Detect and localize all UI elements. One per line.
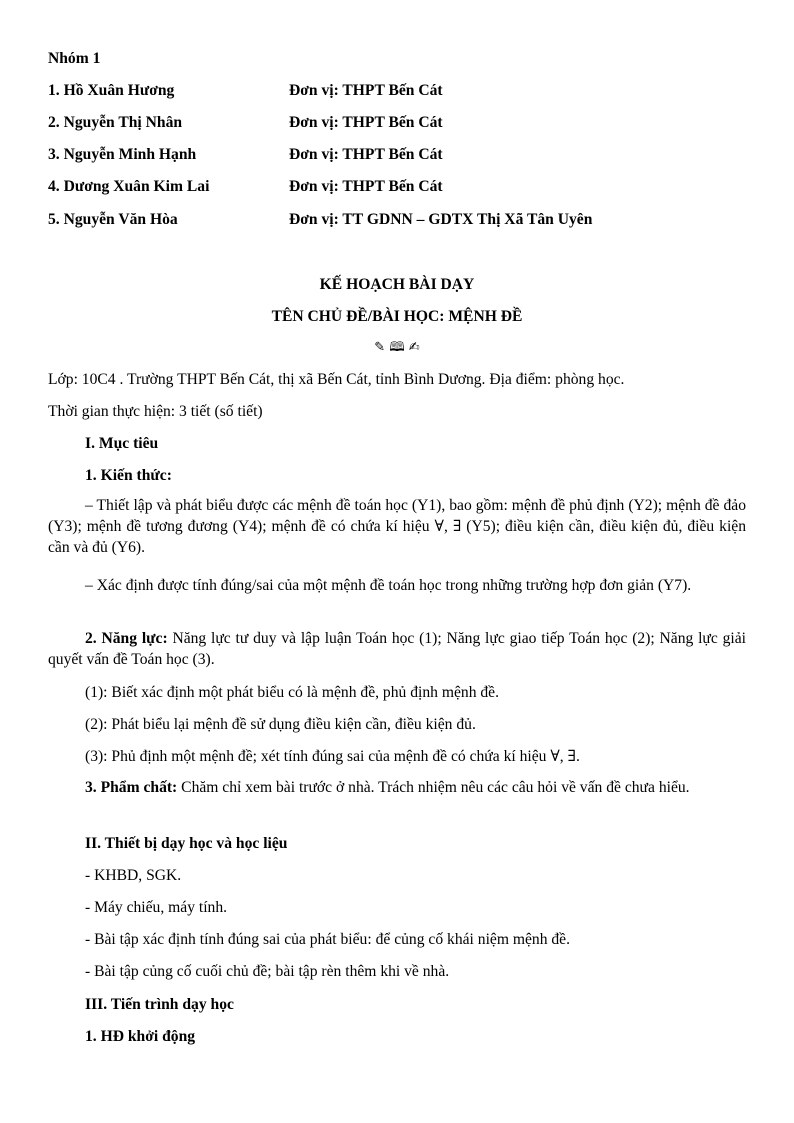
subsection-heading: 2. Năng lực: xyxy=(85,630,168,647)
section-heading: I. Mục tiêu xyxy=(85,435,159,452)
subsection-heading: 1. Kiến thức: xyxy=(85,467,172,484)
competence-item: (3): Phủ định một mệnh đề; xét tính đúng sai của mệnh đề có chứa kí hiệu ∀, ∃. xyxy=(85,748,580,765)
subsection-heading: 1. HĐ khởi động xyxy=(85,1028,196,1045)
section-heading: III. Tiến trình dạy học xyxy=(85,996,234,1013)
member-name: 1. Hồ Xuân Hương xyxy=(48,82,175,99)
member-unit: Đơn vị: THPT Bến Cát xyxy=(289,146,443,163)
group-label: Nhóm 1 xyxy=(48,50,101,67)
paragraph xyxy=(48,628,746,670)
equipment-item: - Máy chiếu, máy tính. xyxy=(85,899,228,916)
member-name: 3. Nguyễn Minh Hạnh xyxy=(48,146,197,163)
subsection-heading: 3. Phẩm chất: xyxy=(85,779,178,796)
knowledge-item: – Xác định được tính đúng/sai của một mệnh đề toán học trong những trường hợp đơn giản (Y7). xyxy=(85,577,692,594)
section-heading: II. Thiết bị dạy học và học liệu xyxy=(85,835,288,852)
page-subtitle: TÊN CHỦ ĐỀ/BÀI HỌC: MỆNH ĐỀ xyxy=(271,308,523,325)
quality-text: Chăm chỉ xem bài trước ở nhà. Trách nhiệm nêu các câu hỏi về vấn đề chưa hiểu. xyxy=(177,779,690,796)
paragraph xyxy=(48,575,746,596)
competence-item: (2): Phát biểu lại mệnh đề sử dụng điều kiện cần, điều kiện đủ. xyxy=(85,716,476,733)
paragraph xyxy=(48,777,746,798)
member-unit: Đơn vị: TT GDNN – GDTX Thị Xã Tân Uyên xyxy=(289,211,593,228)
competence-item: (1): Biết xác định một phát biểu có là mệnh đề, phủ định mệnh đề. xyxy=(85,684,500,701)
page-title: KẾ HOẠCH BÀI DẠY xyxy=(319,276,475,293)
member-name: 2. Nguyễn Thị Nhân xyxy=(48,114,183,131)
member-unit: Đơn vị: THPT Bến Cát xyxy=(289,82,443,99)
member-unit: Đơn vị: THPT Bến Cát xyxy=(289,178,443,195)
ornament-icon: ✎ 🕮 ✍ xyxy=(374,340,420,355)
member-unit: Đơn vị: THPT Bến Cát xyxy=(289,114,443,131)
time-info: Thời gian thực hiện: 3 tiết (số tiết) xyxy=(48,403,263,420)
equipment-item: - KHBD, SGK. xyxy=(85,867,182,884)
member-name: 5. Nguyễn Văn Hòa xyxy=(48,211,178,228)
competence-text: Năng lực tư duy và lập luận Toán học (1); Năng lực giao tiếp Toán học (2); Năng lực giải quyết vấn đề Toán học (3). xyxy=(48,630,746,668)
class-info: Lớp: 10C4 . Trường THPT Bến Cát, thị xã Bến Cát, tỉnh Bình Dương. Địa điểm: phòng học. xyxy=(48,371,625,388)
knowledge-item: – Thiết lập và phát biểu được các mệnh đề toán học (Y1), bao gồm: mệnh đề phủ định (Y2); mệnh đề đảo (Y3); mệnh đề tương đương (Y4); mệnh đề có chứa kí hiệu ∀, ∃ (Y5); điều kiện cần, điều kiện đủ, điều kiện cần và đủ (Y6). xyxy=(48,497,746,556)
equipment-item: - Bài tập củng cố cuối chủ đề; bài tập rèn thêm khi về nhà. xyxy=(85,963,450,980)
equipment-item: - Bài tập xác định tính đúng sai của phát biểu: để củng cố khái niệm mệnh đề. xyxy=(85,931,571,948)
paragraph xyxy=(48,495,746,558)
member-name: 4. Dương Xuân Kim Lai xyxy=(48,178,210,195)
